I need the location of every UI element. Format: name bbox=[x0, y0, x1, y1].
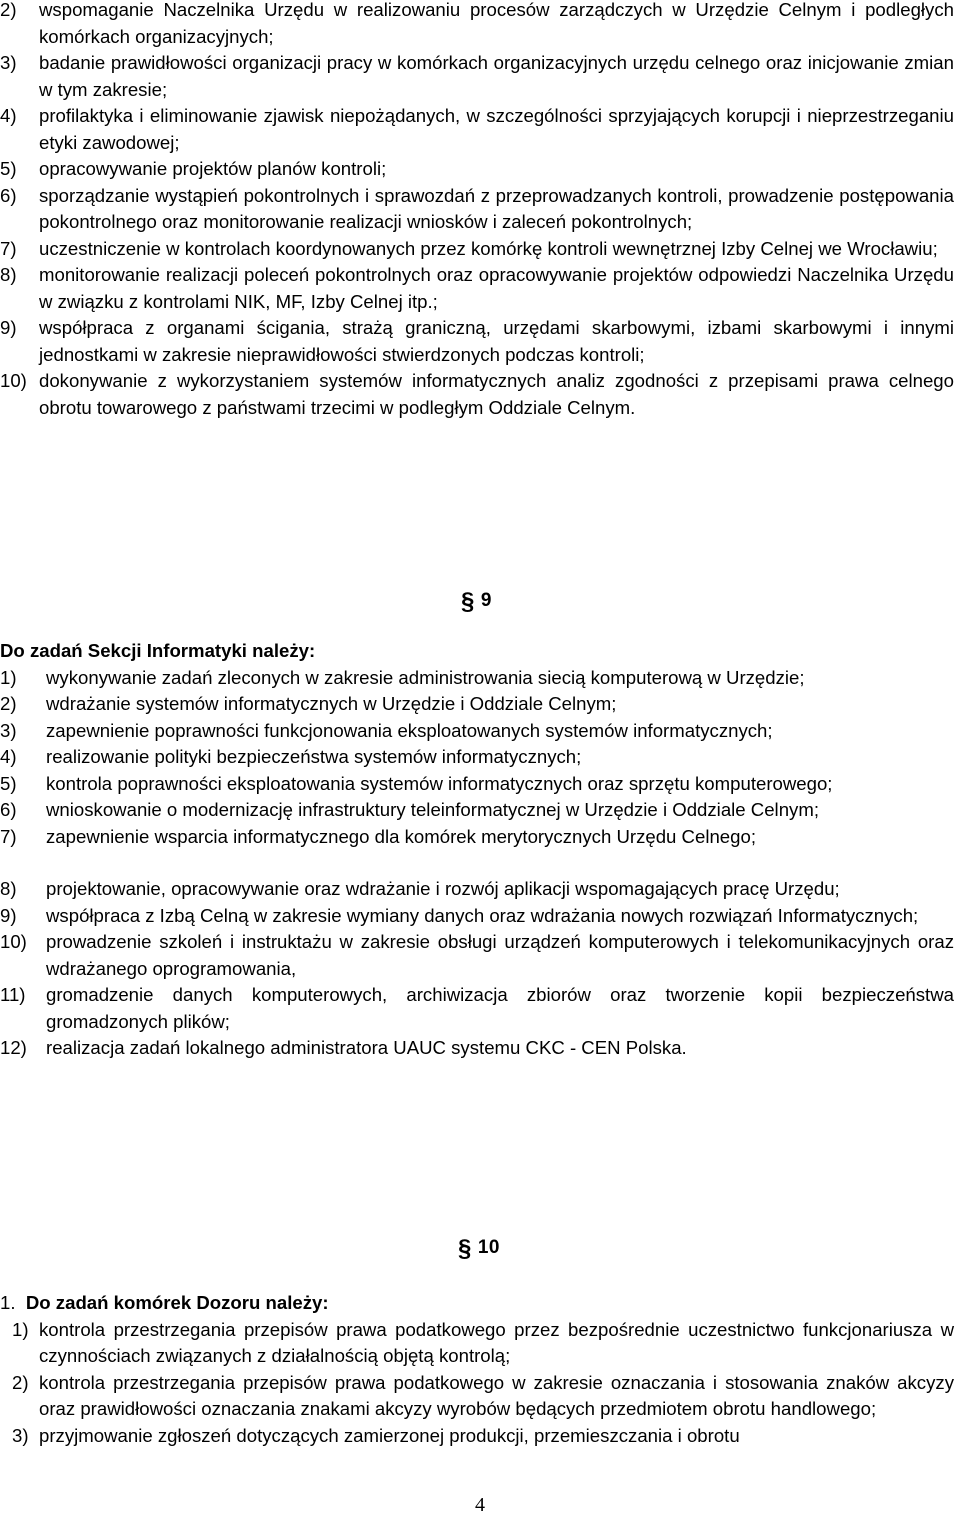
list-item bbox=[0, 368, 960, 421]
list-item-number: 2) bbox=[0, 693, 17, 714]
list-item-number: 3) bbox=[12, 1424, 29, 1446]
list-item-text: realizowanie polityki bezpieczeństwa systemów informatycznych; bbox=[46, 746, 582, 767]
page-number: 4 bbox=[475, 1494, 485, 1516]
list-item bbox=[0, 691, 960, 718]
paragraph-9-heading bbox=[461, 588, 492, 616]
list-item bbox=[0, 315, 960, 368]
list-item-text: kontrola poprawności eksploatowania systemów informatycznych oraz sprzętu komputerowego; bbox=[46, 772, 833, 794]
list-item bbox=[0, 1317, 960, 1370]
list-item-number: 3) bbox=[0, 719, 17, 741]
list-item bbox=[0, 771, 960, 798]
list-item bbox=[0, 262, 960, 315]
list-item-number: 9) bbox=[0, 904, 17, 926]
list-item-number: 6) bbox=[0, 184, 17, 206]
list-item-text: wykonywanie zadań zleconych w zakresie administrowania siecią komputerową w Urzędzie; bbox=[46, 666, 805, 688]
paragraph-10-heading bbox=[458, 1235, 500, 1263]
list-item-number: 8) bbox=[0, 878, 17, 899]
section-title-number: 1. bbox=[0, 1292, 16, 1313]
list-item bbox=[0, 665, 960, 692]
section8-list bbox=[0, 0, 960, 421]
list-item-text: zapewnienie poprawności funkcjonowania eksploatowanych systemów informatycznych; bbox=[46, 719, 773, 741]
list-item-text: opracowywanie projektów planów kontroli; bbox=[39, 158, 387, 179]
list-item-number: 1) bbox=[12, 1318, 29, 1340]
list-item-number: 1) bbox=[0, 666, 17, 688]
list-item bbox=[0, 50, 960, 103]
list-item-number: 10) bbox=[0, 370, 27, 391]
list-item-text: wspomaganie Naczelnika Urzędu w realizowaniu procesów zarządczych w Urzędzie Celnym i podległych komórkach organizacyjnych; bbox=[39, 0, 954, 47]
list-item-text: projektowanie, opracowywanie oraz wdrażanie i rozwój aplikacji wspomagających pracę Urzędu; bbox=[46, 878, 840, 899]
list-item-text: realizacja zadań lokalnego administratora UAUC systemu CKC - CEN Polska. bbox=[46, 1037, 687, 1058]
list-item-number: 5) bbox=[0, 772, 17, 794]
list-item-text: monitorowanie realizacji poleceń pokontrolnych oraz opracowywanie projektów odpowiedzi Naczelnika Urzędu w związku z kontrolami NIK, MF, Izby Celnej itp.; bbox=[39, 264, 954, 312]
list-item-number: 12) bbox=[0, 1037, 27, 1058]
list-item-text: uczestniczenie w kontrolach koordynowanych przez komórkę kontroli wewnętrznej Izby Celnej we Wrocławiu; bbox=[39, 237, 938, 259]
list-item-text: wnioskowanie o modernizację infrastruktury teleinformatycznej w Urzędzie i Oddziale Celnym; bbox=[46, 799, 819, 820]
paragraph-number: 9 bbox=[480, 590, 492, 611]
list-item-number: 11) bbox=[0, 984, 26, 1005]
list-item-text: dokonywanie z wykorzystaniem systemów informatycznych analiz zgodności z przepisami prawa celnego obrotu towarowego z państwami trzecimi w podległym Oddziale Celnym. bbox=[39, 370, 954, 418]
list-item-text: współpraca z organami ścigania, strażą graniczną, urzędami skarbowymi, izbami skarbowymi i innymi jednostkami w zakresie nieprawidłowości stwierdzonych podczas kontroli; bbox=[39, 317, 954, 365]
paragraph-sign: § bbox=[461, 588, 475, 615]
section-title-text: Do zadań komórek Dozoru należy: bbox=[25, 1292, 329, 1313]
list-item-number: 8) bbox=[0, 264, 17, 285]
list-item-number: 3) bbox=[0, 52, 17, 73]
list-item-number: 6) bbox=[0, 799, 17, 820]
list-item bbox=[0, 156, 960, 183]
section9 bbox=[0, 638, 960, 1062]
list-item-number: 7) bbox=[0, 825, 17, 847]
list-item bbox=[0, 903, 960, 930]
section-title bbox=[0, 1290, 960, 1317]
paragraph-sign: § bbox=[458, 1235, 472, 1262]
section-title: Do zadań Sekcji Informatyki należy: bbox=[0, 640, 316, 661]
list-item-text: kontrola przestrzegania przepisów prawa podatkowego w zakresie oznaczania i stosowania znaków akcyzy oraz prawidłowości oznaczania znakami akcyzy wyrobów będących przedmiotem obrotu handlowego; bbox=[39, 1371, 954, 1419]
list-item bbox=[0, 1035, 960, 1062]
list-item-text: przyjmowanie zgłoszeń dotyczących zamierzonej produkcji, przemieszczania i obrotu bbox=[39, 1424, 740, 1446]
list-item bbox=[0, 103, 960, 156]
list-item-text: wdrażanie systemów informatycznych w Urzędzie i Oddziale Celnym; bbox=[46, 693, 617, 714]
list-item-number: 2) bbox=[0, 0, 17, 20]
list-item-number: 2) bbox=[12, 1371, 29, 1393]
list-item bbox=[0, 236, 960, 263]
list-item-number: 7) bbox=[0, 237, 17, 259]
list-item bbox=[0, 744, 960, 771]
list-item-number: 4) bbox=[0, 746, 17, 767]
list-item bbox=[0, 824, 960, 851]
list-item bbox=[0, 718, 960, 745]
list-item bbox=[0, 797, 960, 824]
list-item-text: prowadzenie szkoleń i instruktażu w zakresie obsługi urządzeń komputerowych i telekomunikacyjnych oraz wdrażanego oprogramowania, bbox=[46, 931, 954, 979]
list-item-number: 5) bbox=[0, 158, 17, 179]
list-item-text: sporządzanie wystąpień pokontrolnych i sprawozdań z przeprowadzanych kontroli, prowadzenie postępowania pokontrolnego oraz monitorowanie realizacji wniosków i zaleceń pokontrolnych; bbox=[39, 184, 954, 232]
list-item-number: 10) bbox=[0, 931, 27, 952]
list-item bbox=[0, 982, 960, 1035]
list-item bbox=[0, 1423, 960, 1450]
list-item-text: badanie prawidłowości organizacji pracy w komórkach organizacyjnych urzędu celnego oraz inicjowanie zmian w tym zakresie; bbox=[39, 52, 954, 100]
list-item-text: kontrola przestrzegania przepisów prawa podatkowego przez bezpośrednie uczestnictwo funkcjonariusza w czynnościach związanych z działalnością objętą kontrolą; bbox=[39, 1318, 954, 1366]
list-item-text: współpraca z Izbą Celną w zakresie wymiany danych oraz wdrażania nowych rozwiązań Informatycznych; bbox=[46, 904, 919, 926]
list-item-number: 9) bbox=[0, 317, 17, 338]
list-item bbox=[0, 0, 960, 50]
list-item-text: zapewnienie wsparcia informatycznego dla komórek merytorycznych Urzędu Celnego; bbox=[46, 825, 756, 847]
list-item bbox=[0, 876, 960, 903]
paragraph-number: 10 bbox=[477, 1237, 500, 1258]
list-item-text: profilaktyka i eliminowanie zjawisk niepożądanych, w szczególności sprzyjających korupcji i nieprzestrzeganiu etyki zawodowej; bbox=[39, 105, 954, 153]
list-item bbox=[0, 183, 960, 236]
list-item-number: 4) bbox=[0, 105, 17, 126]
list-item bbox=[0, 929, 960, 982]
list-item-text: gromadzenie danych komputerowych, archiwizacja zbiorów oraz tworzenie kopii bezpieczeństwa gromadzonych plików; bbox=[46, 984, 954, 1032]
section10 bbox=[0, 1290, 960, 1449]
list-item bbox=[0, 1370, 960, 1423]
